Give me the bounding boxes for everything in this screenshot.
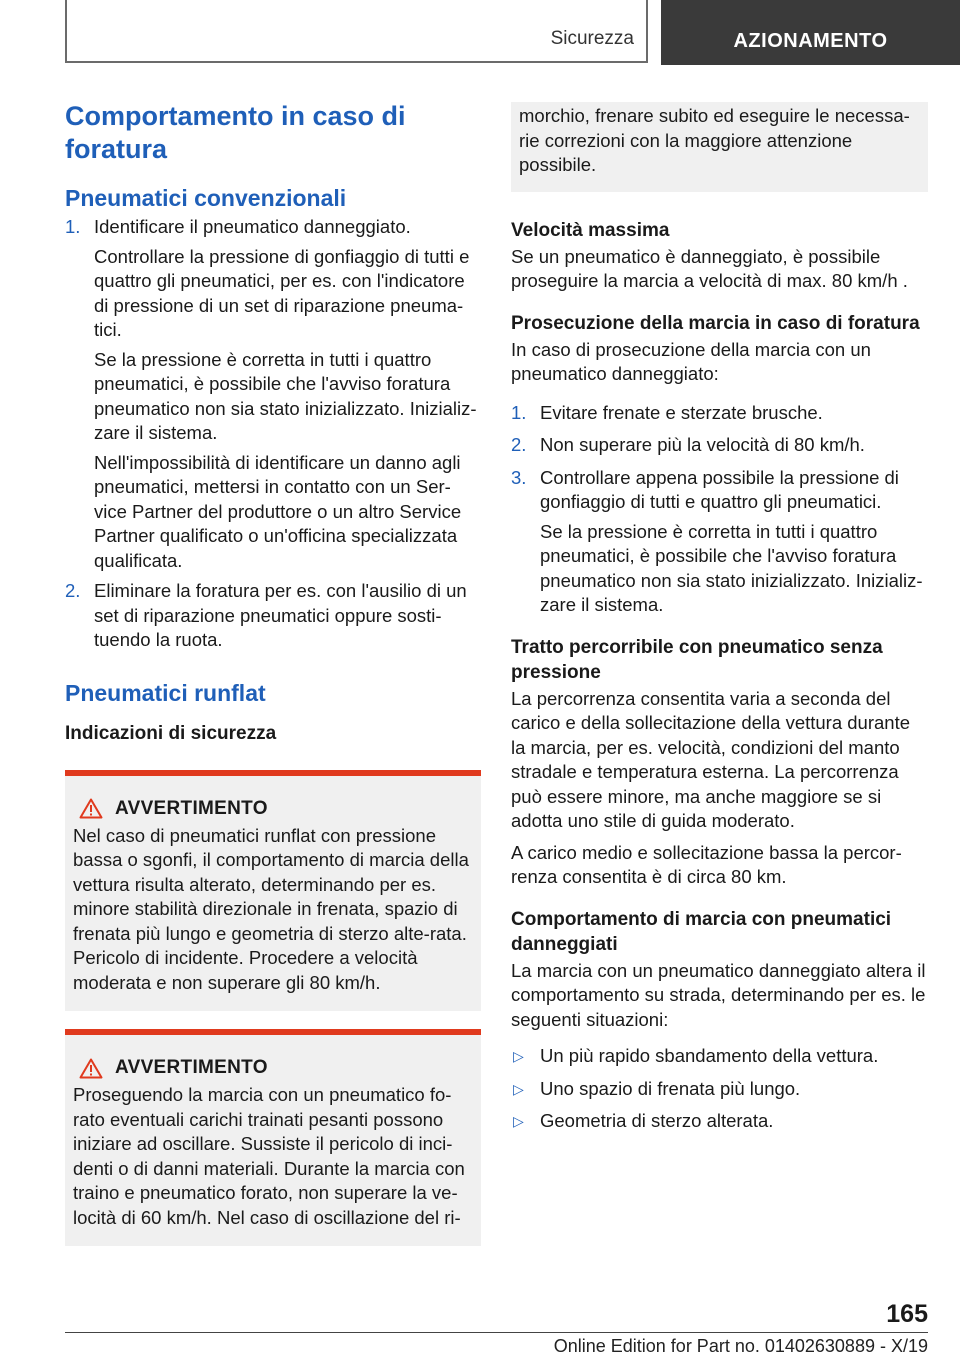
behavior-heading: Comportamento di marcia con pneumatici danneggiati [511,908,892,955]
max-speed-text: Se un pneumatico è danneggiato, è possibile proseguire la marcia a velocità di max. 80 km/h . [511,245,908,291]
warning-header [73,1057,473,1079]
behavior-intro: La marcia con un pneumatico danneggiato altera il comportamento su strada, determinando per es. le seguenti situazioni: [511,959,926,1030]
warning-continuation-text: morchio, frenare subito ed eseguire le necessa-rie correzioni con la maggiore attenzione possibile. [519,105,910,175]
left-column [65,100,481,1246]
runflat-heading: Pneumatici runflat [65,679,266,706]
step-1 [65,215,481,573]
safety-heading: Indicazioni di sicurezza [65,722,277,744]
continue-driving-intro: In caso di prosecuzione della marcia con un pneumatico danneggiato: [511,338,871,384]
conventional-steps [65,215,481,653]
continue-driving-heading: Prosecuzione della marcia in caso di foratura [511,312,920,334]
right-column [511,100,928,1142]
step-text: Controllare appena possibile la pressione di gonfiaggio di tutti e quattro gli pneumatici. [540,466,899,512]
warning-title: AVVERTIMENTO [115,797,268,819]
range-text-2: A carico medio e sollecitazione bassa la percor-renza consentita è di circa 80 km. [511,841,902,887]
step-text: Evitare frenate e sterzate brusche. [540,401,823,423]
bullet-triangle-icon: ▷ [513,1113,524,1129]
bullet-text: Geometria di sterzo alterata. [540,1110,774,1131]
warning-triangle-icon [79,798,103,819]
list-item [511,1044,928,1069]
bullet-triangle-icon: ▷ [513,1080,524,1097]
chapter-tab[interactable]: AZIONAMENTO [661,0,960,65]
behavior-bullets [511,1044,928,1134]
page-title: Comportamento in caso di foratura [65,101,406,164]
step-text: Eliminare la foratura per es. con l'ausilio di un set di riparazione pneumatici oppure sosti-tuendo la ruota. [94,580,467,650]
warning-text: Nel caso di pneumatici runflat con pressione bassa o sgonfi, il comportamento di marcia della vettura risulta alterato, determinando per es. minore stabilità direzionale in frenata, spazio di frenata più lungo e geometria di sterzo alte-rata. Pericolo di incidente. Procedere a velocità moderata e non superare gli 80 km/h. [73,824,469,993]
warning-text: Proseguendo la marcia con un pneumatico fo-rato eventuali carichi trainati pesanti possono iniziare ad oscillare. Sussiste il pericolo di inci-denti o di danni materiali. Durante la marcia con traino e pneumatico forato, non superare la ve-locità di 60 km/h. Nel caso di oscillazione del ri- [73,1084,465,1228]
step-number: 1. [65,216,81,237]
step-text: Non superare più la velocità di 80 km/h. [540,434,865,455]
bullet-text: Un più rapido sbandamento della vettura. [540,1045,879,1066]
step-number: 2. [65,580,81,601]
continue-step-2 [511,433,928,458]
step-sub: Nell'impossibilità di identificare un danno agli pneumatici, mettersi in contatto con un Ser-vice Partner del produttore o un altro Service Partner qualificato o un'officina specializzata qualificata. [94,451,462,571]
warning-header [73,798,473,820]
step-text: Identificare il pneumatico danneggiato. [94,216,411,237]
range-heading: Tratto percorribile con pneumatico senza pressione [511,636,883,683]
footer-divider [65,1332,928,1333]
continue-step-3 [511,466,928,618]
warning-triangle-icon [79,1058,103,1079]
step-number: 1. [511,401,527,423]
bullet-text: Uno spazio di frenata più lungo. [540,1077,801,1099]
step-number: 2. [511,434,527,455]
bullet-triangle-icon: ▷ [513,1048,524,1064]
step-2 [65,579,481,653]
max-speed-heading: Velocità massima [511,219,670,241]
continue-step-1 [511,401,928,426]
warning-title: AVVERTIMENTO [115,1057,268,1078]
header-frame [65,0,648,63]
list-item [511,1077,928,1102]
edition-label: Online Edition for Part no. 01402630889 - X/19 [553,1336,928,1356]
step-sub: Se la pressione è corretta in tutti i quattro pneumatici, è possibile che l'avviso foratura pneumatico non sia stato inizializzato. Inizializ-zare il sistema. [94,348,477,443]
step-sub: Controllare la pressione di gonfiaggio di tutti e quattro gli pneumatici, per es. con l'indicatore di pressione di un set di riparazione pneuma-tici. [94,245,470,340]
page-header [0,0,960,66]
range-text-1: La percorrenza consentita varia a seconda del carico e della sollecitazione della vettura durante la marcia, per es. velocità, condizioni del manto stradale e temperatura esterna. La percorrenza può essere minore, ma anche maggiore se si adotta uno stile di guida moderato. [511,687,911,831]
step-sub: Se la pressione è corretta in tutti i quattro pneumatici, è possibile che l'avviso foratura pneumatico non sia stato inizializzato. Inizializ-zare il sistema. [540,520,923,615]
section-label: Sicurezza [550,28,634,49]
list-item [511,1109,928,1134]
step-number: 3. [511,466,527,488]
conventional-tires-heading: Pneumatici convenzionali [65,185,347,211]
page-number: 165 [886,1300,928,1328]
warning-box-1 [65,770,481,1012]
warning-continuation [511,102,928,192]
continue-steps [511,401,928,618]
warning-box-2 [65,1029,481,1246]
